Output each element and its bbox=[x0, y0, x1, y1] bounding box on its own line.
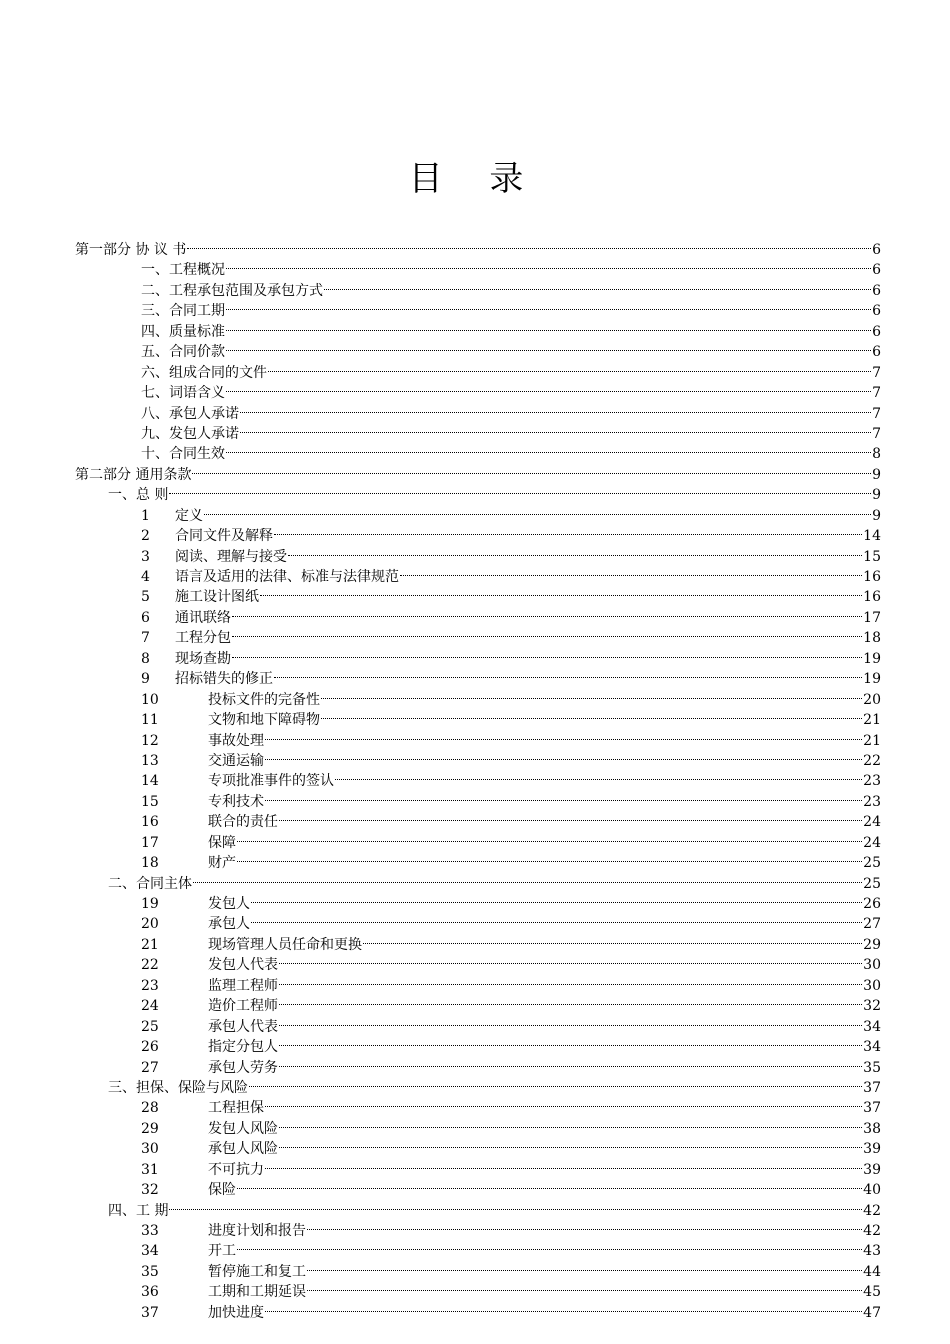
toc-entry-page-number: 7 bbox=[872, 425, 881, 442]
dot-leader bbox=[265, 745, 862, 765]
toc-entry-label: 进度计划和报告 bbox=[208, 1223, 306, 1239]
dot-leader bbox=[279, 1113, 862, 1133]
toc-entry-label: 加快进度 bbox=[208, 1304, 264, 1321]
toc-entry-page-number: 19 bbox=[863, 650, 881, 667]
toc-entry-label: 工期和工期延误 bbox=[208, 1284, 306, 1301]
toc-entry-page-number: 22 bbox=[863, 752, 881, 769]
dot-leader bbox=[237, 1174, 862, 1194]
toc-entry-number: 8 bbox=[141, 650, 150, 667]
toc-entry-page-number: 6 bbox=[872, 323, 881, 340]
toc-entry-number: 36 bbox=[141, 1284, 159, 1301]
dot-leader bbox=[279, 949, 862, 969]
toc-entry-page-number: 34 bbox=[863, 1018, 881, 1035]
toc-entry-page-number: 43 bbox=[863, 1243, 881, 1260]
toc-entry-number: 26 bbox=[141, 1039, 159, 1056]
toc-entry-number: 10 bbox=[141, 691, 159, 708]
toc-entry-label: 发包人风险 bbox=[208, 1120, 278, 1137]
toc-entry-number: 35 bbox=[141, 1263, 159, 1280]
dot-leader bbox=[324, 275, 871, 295]
toc-entry-label: 文物和地下障碍物 bbox=[208, 712, 320, 729]
toc-entry-number: 32 bbox=[141, 1182, 159, 1199]
toc-entry-number: 30 bbox=[141, 1141, 159, 1158]
toc-entry-page-number: 30 bbox=[863, 957, 881, 974]
dot-leader bbox=[274, 520, 862, 540]
toc-entry-page-number: 14 bbox=[863, 528, 881, 545]
toc-entry[interactable] bbox=[75, 500, 881, 524]
dot-leader bbox=[279, 990, 862, 1010]
toc-entry-number: 16 bbox=[141, 814, 159, 831]
toc-entry-page-number: 39 bbox=[863, 1141, 881, 1158]
toc-entry-page-number: 21 bbox=[863, 712, 881, 729]
page-title: 目 录 bbox=[408, 159, 542, 199]
toc-entry-page-number: 18 bbox=[863, 630, 881, 647]
toc-entry-label: 十、合同生效 bbox=[141, 446, 225, 463]
dot-leader bbox=[232, 602, 862, 622]
toc-entry-label: 开工 bbox=[208, 1243, 236, 1260]
toc-entry-label: 七、词语含义 bbox=[141, 385, 225, 402]
toc-entry-number: 6 bbox=[141, 609, 150, 626]
table-of-contents bbox=[75, 234, 881, 1321]
toc-entry-page-number: 44 bbox=[863, 1263, 881, 1280]
toc-entry-number: 9 bbox=[141, 671, 150, 688]
dot-leader bbox=[226, 316, 871, 336]
dot-leader bbox=[232, 643, 862, 663]
toc-entry-number: 24 bbox=[141, 998, 159, 1015]
toc-entry-page-number: 9 bbox=[872, 487, 881, 504]
dot-leader bbox=[335, 765, 862, 785]
toc-entry-label: 联合的责任 bbox=[208, 814, 278, 831]
toc-entry-number: 18 bbox=[141, 855, 159, 872]
toc-entry-label: 一、总 则 bbox=[108, 487, 169, 504]
toc-entry-page-number: 29 bbox=[863, 936, 881, 953]
toc-entry-page-number: 26 bbox=[863, 896, 881, 912]
dot-leader bbox=[279, 970, 862, 990]
toc-entry-number: 14 bbox=[141, 773, 159, 790]
toc-entry-label: 交通运输 bbox=[208, 752, 264, 769]
dot-leader bbox=[279, 1031, 862, 1051]
toc-entry-number: 21 bbox=[141, 936, 159, 953]
toc-entry-number: 25 bbox=[141, 1018, 159, 1035]
toc-entry-number: 27 bbox=[141, 1059, 159, 1076]
toc-entry-page-number: 24 bbox=[863, 834, 881, 851]
toc-entry-page-number: 20 bbox=[863, 691, 881, 708]
toc-entry-page-number: 27 bbox=[863, 916, 881, 933]
toc-entry-number: 12 bbox=[141, 732, 159, 749]
dot-leader bbox=[321, 704, 862, 724]
toc-entry-number: 19 bbox=[141, 896, 159, 912]
dot-leader bbox=[307, 1276, 862, 1296]
toc-entry-label: 发包人代表 bbox=[208, 957, 278, 974]
dot-leader bbox=[251, 908, 862, 928]
toc-entry-label: 三、担保、保险与风险 bbox=[108, 1079, 248, 1096]
dot-leader bbox=[268, 357, 871, 377]
toc-entry-label: 保险 bbox=[208, 1182, 236, 1199]
dot-leader bbox=[226, 295, 871, 315]
toc-entry-number: 20 bbox=[141, 916, 159, 933]
toc-entry-label: 暂停施工和复工 bbox=[208, 1263, 306, 1280]
dot-leader bbox=[288, 541, 862, 561]
toc-entry-page-number: 7 bbox=[872, 385, 881, 402]
toc-entry-number: 7 bbox=[141, 630, 150, 647]
toc-entry-number: 5 bbox=[141, 589, 150, 606]
toc-entry-page-number: 37 bbox=[863, 1079, 881, 1096]
toc-entry-page-number: 42 bbox=[863, 1202, 881, 1219]
dot-leader bbox=[265, 1297, 862, 1317]
toc-entry-label: 现场查勘 bbox=[175, 650, 231, 667]
dot-leader bbox=[279, 1052, 862, 1072]
toc-entry-page-number: 8 bbox=[872, 446, 881, 463]
toc-entry[interactable] bbox=[75, 479, 881, 504]
toc-entry-page-number: 19 bbox=[863, 671, 881, 688]
toc-entry-page-number: 40 bbox=[863, 1182, 881, 1199]
toc-entry-label: 通讯联络 bbox=[175, 609, 231, 626]
toc-entry-page-number: 6 bbox=[872, 303, 881, 320]
toc-entry-label: 语言及适用的法律、标准与法律规范 bbox=[175, 569, 399, 585]
toc-entry-label: 投标文件的完备性 bbox=[208, 691, 320, 708]
toc-entry-page-number: 23 bbox=[863, 793, 881, 810]
toc-entry-label: 保障 bbox=[208, 834, 236, 851]
toc-entry-label: 合同文件及解释 bbox=[175, 528, 273, 545]
toc-entry-page-number: 6 bbox=[872, 242, 881, 258]
toc-entry-number: 4 bbox=[141, 569, 150, 585]
dot-leader bbox=[193, 868, 862, 888]
toc-entry-label: 招标错失的修正 bbox=[175, 671, 273, 688]
dot-leader bbox=[321, 684, 862, 704]
toc-entry-page-number: 35 bbox=[863, 1059, 881, 1076]
toc-entry[interactable] bbox=[75, 459, 881, 483]
toc-entry-label: 阅读、理解与接受 bbox=[175, 548, 287, 565]
toc-entry[interactable] bbox=[75, 888, 881, 912]
toc-entry-page-number: 6 bbox=[872, 282, 881, 299]
dot-leader bbox=[274, 663, 862, 683]
dot-leader bbox=[204, 500, 871, 520]
toc-entry-number: 13 bbox=[141, 752, 159, 769]
dot-leader bbox=[279, 1133, 862, 1153]
toc-entry-page-number: 25 bbox=[863, 855, 881, 872]
toc-entry-page-number: 7 bbox=[872, 364, 881, 381]
dot-leader bbox=[279, 1011, 862, 1031]
toc-entry-page-number: 30 bbox=[863, 977, 881, 994]
toc-entry-page-number: 38 bbox=[863, 1120, 881, 1137]
toc-entry-label: 六、组成合同的文件 bbox=[141, 364, 267, 381]
toc-entry-label: 四、工 期 bbox=[108, 1202, 169, 1219]
toc-entry-label: 四、质量标准 bbox=[141, 323, 225, 340]
dot-leader bbox=[363, 929, 862, 949]
dot-leader bbox=[237, 847, 862, 867]
dot-leader bbox=[187, 234, 871, 254]
toc-entry-label: 造价工程师 bbox=[208, 998, 278, 1015]
toc-entry-number: 17 bbox=[141, 834, 159, 851]
toc-entry-label: 承包人代表 bbox=[208, 1018, 278, 1035]
toc-entry-page-number: 24 bbox=[863, 814, 881, 831]
toc-entry-label: 九、发包人承诺 bbox=[141, 425, 239, 442]
toc-entry-label: 第二部分 通用条款 bbox=[75, 466, 192, 483]
toc-entry-label: 二、合同主体 bbox=[108, 875, 192, 892]
toc-entry-label: 发包人 bbox=[208, 896, 250, 912]
toc-entry-page-number: 6 bbox=[872, 262, 881, 279]
toc-entry-label: 施工设计图纸 bbox=[175, 589, 259, 606]
dot-leader bbox=[251, 888, 862, 908]
toc-entry-page-number: 7 bbox=[872, 405, 881, 422]
toc-entry-label: 五、合同价款 bbox=[141, 344, 225, 361]
toc-entry-page-number: 15 bbox=[863, 548, 881, 565]
toc-entry[interactable] bbox=[75, 1215, 881, 1239]
dot-leader bbox=[265, 1092, 862, 1112]
toc-entry-number: 2 bbox=[141, 528, 150, 545]
dot-leader bbox=[237, 827, 862, 847]
dot-leader bbox=[307, 1215, 862, 1235]
toc-entry-label: 指定分包人 bbox=[208, 1039, 278, 1056]
toc-entry-page-number: 39 bbox=[863, 1161, 881, 1178]
toc-entry-page-number: 25 bbox=[863, 875, 881, 892]
toc-entry-page-number: 16 bbox=[863, 589, 881, 606]
dot-leader bbox=[260, 581, 862, 601]
toc-entry-page-number: 47 bbox=[863, 1304, 881, 1321]
toc-entry-number: 15 bbox=[141, 793, 159, 810]
toc-entry[interactable] bbox=[75, 254, 881, 279]
toc-entry-label: 事故处理 bbox=[208, 732, 264, 749]
toc-entry-page-number: 45 bbox=[863, 1284, 881, 1301]
toc-entry-label: 定义 bbox=[175, 507, 203, 524]
toc-entry-label: 三、合同工期 bbox=[141, 303, 225, 320]
toc-entry-label: 承包人风险 bbox=[208, 1141, 278, 1158]
toc-entry-label: 专项批准事件的签认 bbox=[208, 773, 334, 790]
toc-entry-page-number: 6 bbox=[872, 344, 881, 361]
dot-leader bbox=[237, 1235, 862, 1255]
toc-entry-label: 承包人 bbox=[208, 916, 250, 933]
toc-entry-page-number: 34 bbox=[863, 1039, 881, 1056]
dot-leader bbox=[240, 398, 871, 418]
toc-entry-number: 28 bbox=[141, 1100, 159, 1117]
toc-entry-page-number: 9 bbox=[872, 507, 881, 524]
dot-leader bbox=[226, 438, 871, 458]
dot-leader bbox=[169, 1195, 862, 1215]
toc-entry-number: 23 bbox=[141, 977, 159, 994]
toc-entry-page-number: 16 bbox=[863, 569, 881, 585]
toc-entry-page-number: 37 bbox=[863, 1100, 881, 1117]
dot-leader bbox=[169, 479, 871, 499]
toc-entry-page-number: 17 bbox=[863, 609, 881, 626]
toc-entry-number: 31 bbox=[141, 1161, 159, 1178]
toc-entry-page-number: 9 bbox=[872, 466, 881, 483]
toc-entry-label: 一、工程概况 bbox=[141, 262, 225, 279]
toc-entry-label: 财产 bbox=[208, 855, 236, 872]
toc-entry-label: 不可抗力 bbox=[208, 1161, 264, 1178]
toc-entry-number: 33 bbox=[141, 1223, 159, 1239]
toc-entry[interactable] bbox=[75, 868, 881, 892]
toc-entry-page-number: 42 bbox=[863, 1223, 881, 1239]
toc-entry-label: 监理工程师 bbox=[208, 977, 278, 994]
toc-entry-page-number: 23 bbox=[863, 773, 881, 790]
toc-entry-label: 八、承包人承诺 bbox=[141, 405, 239, 422]
dot-leader bbox=[232, 622, 862, 642]
dot-leader bbox=[240, 418, 871, 438]
toc-entry[interactable] bbox=[75, 1195, 881, 1219]
dot-leader bbox=[400, 561, 862, 581]
toc-entry[interactable] bbox=[75, 234, 881, 258]
dot-leader bbox=[192, 459, 871, 479]
toc-entry-page-number: 32 bbox=[863, 998, 881, 1015]
toc-entry-number: 11 bbox=[141, 712, 159, 729]
toc-entry-page-number: 21 bbox=[863, 732, 881, 749]
dot-leader bbox=[307, 1256, 862, 1276]
toc-entry-number: 22 bbox=[141, 957, 159, 974]
toc-entry-number: 29 bbox=[141, 1120, 159, 1137]
toc-entry-number: 34 bbox=[141, 1243, 159, 1260]
dot-leader bbox=[226, 336, 871, 356]
toc-entry-number: 3 bbox=[141, 548, 150, 565]
dot-leader bbox=[265, 725, 862, 745]
toc-entry-number: 1 bbox=[141, 507, 150, 524]
toc-entry-label: 第一部分 协 议 书 bbox=[75, 242, 187, 258]
dot-leader bbox=[279, 806, 862, 826]
toc-entry-label: 二、工程承包范围及承包方式 bbox=[141, 282, 323, 299]
dot-leader bbox=[249, 1072, 862, 1092]
toc-entry-label: 工程分包 bbox=[175, 630, 231, 647]
toc-entry-label: 专利技术 bbox=[208, 793, 264, 810]
toc-entry-number: 37 bbox=[141, 1304, 159, 1321]
dot-leader bbox=[265, 1154, 862, 1174]
dot-leader bbox=[226, 377, 871, 397]
toc-entry-label: 工程担保 bbox=[208, 1100, 264, 1117]
toc-entry-label: 现场管理人员任命和更换 bbox=[208, 936, 362, 953]
dot-leader bbox=[226, 254, 871, 274]
dot-leader bbox=[265, 786, 862, 806]
toc-entry-label: 承包人劳务 bbox=[208, 1059, 278, 1076]
